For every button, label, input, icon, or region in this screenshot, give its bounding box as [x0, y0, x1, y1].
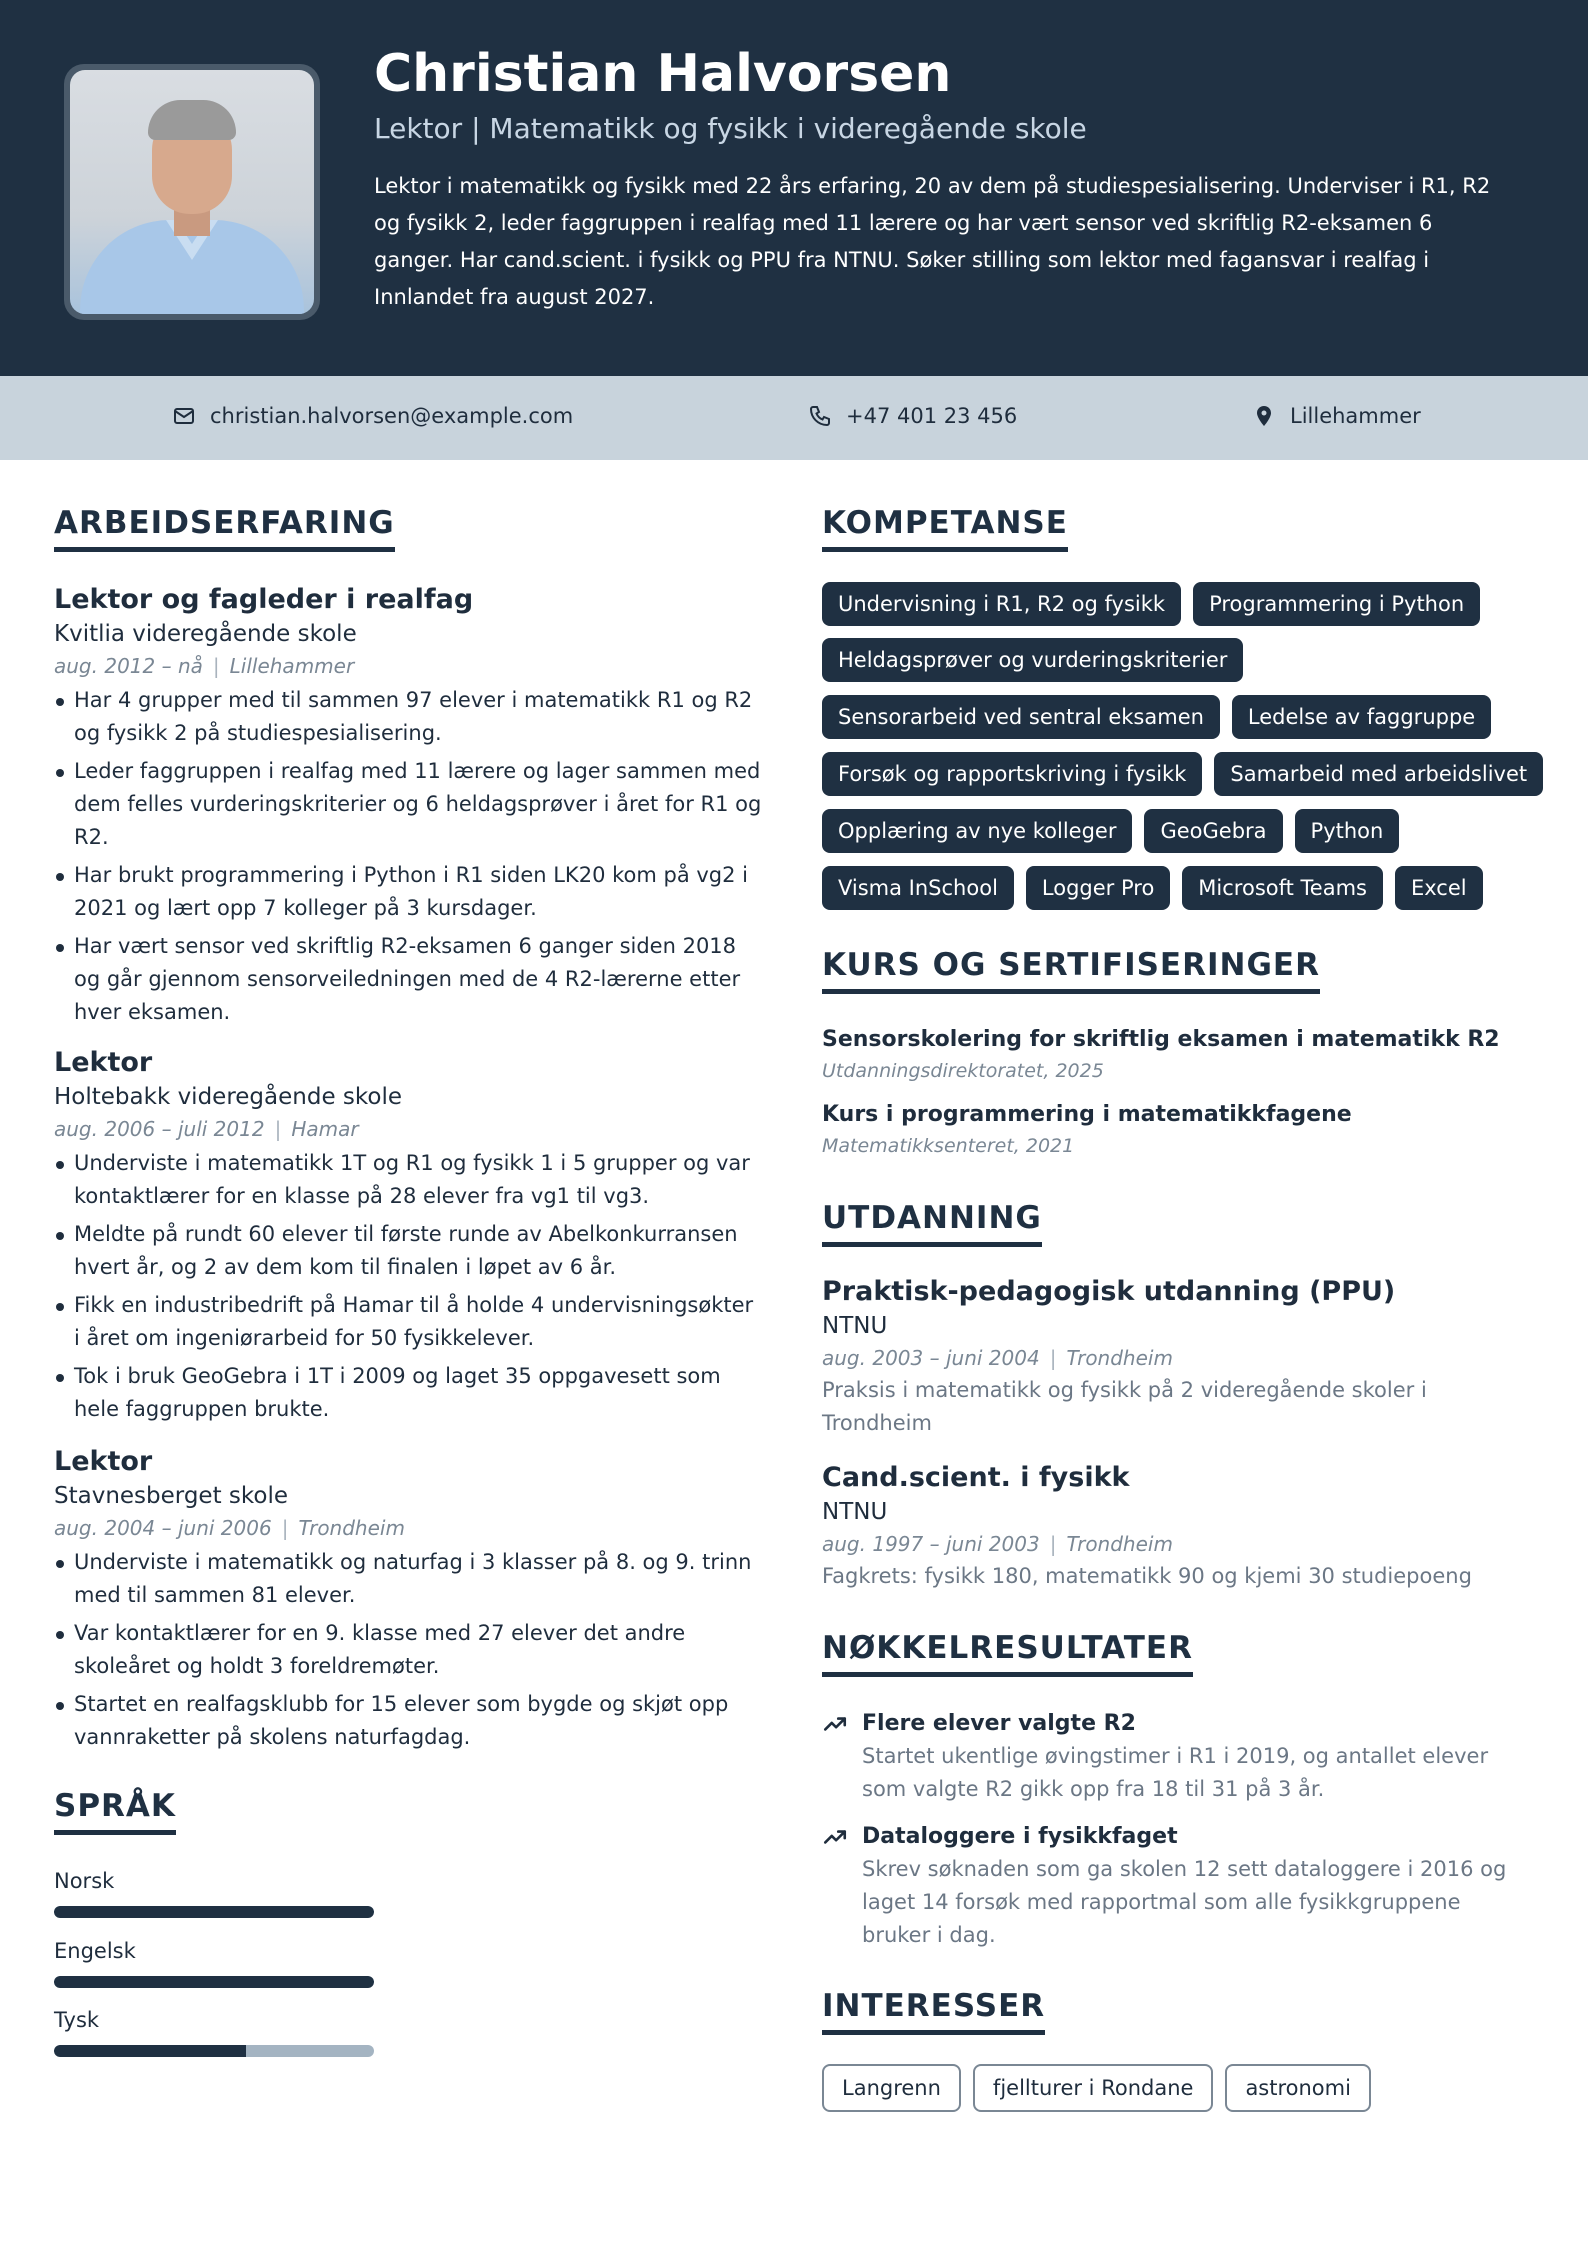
skill-tag: Ledelse av faggruppe	[1232, 695, 1491, 739]
education-description: Fagkrets: fysikk 180, matematikk 90 og kjemi 30 studiepoeng	[822, 1564, 1472, 1588]
skill-row	[822, 695, 1491, 739]
contact-bar	[0, 376, 1588, 460]
bullet-item: Startet en realfagsklubb for 15 elever som bygde og skjøt opp vannraketter på skolens naturfagdag.	[54, 1688, 764, 1754]
profile-photo	[64, 64, 320, 320]
interest-tag: astronomi	[1225, 2064, 1371, 2112]
mail-icon	[172, 404, 196, 428]
bullet-item: Meldte på rundt 60 elever til første runde av Abelkonkurransen hvert år, og 2 av dem kom til finalen i løpet av 6 år.	[54, 1218, 764, 1284]
education-item	[822, 1274, 1522, 1440]
trending-up-icon	[822, 1711, 848, 1737]
education-title: Praktisk-pedagogisk utdanning (PPU)	[822, 1276, 1396, 1307]
language-level-bar	[54, 1976, 374, 1988]
skill-tag: Sensorarbeid ved sentral eksamen	[822, 695, 1220, 739]
person-name: Christian Halvorsen	[374, 44, 952, 104]
language-item	[54, 2005, 374, 2057]
skill-tag: Microsoft Teams	[1182, 866, 1383, 910]
skill-tag: Samarbeid med arbeidslivet	[1214, 752, 1543, 796]
bullet-item: Leder faggruppen i realfag med 11 lærere og lager sammen med dem felles vurderingskriterier og 6 heldagsprøver i året for R1 og R2.	[54, 755, 764, 854]
job-place: Hamar	[291, 1117, 359, 1141]
course-title: Sensorskolering for skriftlig eksamen i matematikk R2	[822, 1027, 1500, 1052]
language-level-fill	[54, 1976, 374, 1988]
job-meta: aug. 2004 – juni 2006 | Trondheim	[54, 1516, 405, 1540]
job-bullets	[54, 1546, 764, 1754]
header	[0, 0, 1588, 376]
contact-location	[1252, 404, 1421, 428]
job-title: Lektor	[54, 1446, 153, 1477]
result-title: Flere elever valgte R2	[862, 1711, 1136, 1736]
job-company: Kvitlia videregående skole	[54, 621, 357, 647]
phone-text: +47 401 23 456	[846, 404, 1018, 428]
interest-tag: Langrenn	[822, 2064, 961, 2112]
headline: Lektor | Matematikk og fysikk i videregående skole	[374, 112, 1087, 145]
trending-up-icon	[822, 1824, 848, 1850]
education-school: NTNU	[822, 1499, 888, 1525]
education-item	[822, 1460, 1522, 1593]
language-name: Norsk	[54, 1869, 115, 1893]
bullet-item: Underviste i matematikk 1T og R1 og fysikk 1 i 5 grupper og var kontaktlærer for en klasse på 28 elever fra vg1 til vg3.	[54, 1147, 764, 1213]
result-description: Skrev søknaden som ga skolen 12 sett dataloggere i 2016 og laget 14 forsøk med rapportmal som alle fysikkgruppene bruker i dag.	[862, 1857, 1507, 1947]
contact-phone[interactable]	[808, 404, 1017, 428]
interests-list	[822, 2064, 1371, 2112]
location-text: Lillehammer	[1290, 404, 1421, 428]
education-period: aug. 1997 – juni 2003	[822, 1532, 1040, 1556]
profile-summary: Lektor i matematikk og fysikk med 22 års erfaring, 20 av dem på studiespesialisering. Underviser i R1, R2 og fysikk 2, leder faggruppen i realfag med 11 lærere og har vært sensor ved skriftlig R2-eksamen 6 ganger. Har cand.scient. i fysikk og PPU fra NTNU. Søker stilling som lektor med fagansvar i realfag i Innlandet fra august 2027.	[374, 174, 1491, 309]
education-description: Praksis i matematikk og fysikk på 2 videregående skoler i Trondheim	[822, 1378, 1427, 1435]
language-name: Tysk	[54, 2008, 100, 2032]
course-meta: Utdanningsdirektoratet, 2025	[822, 1060, 1104, 1082]
skill-tag: Excel	[1395, 866, 1483, 910]
skill-tag: Opplæring av nye kolleger	[822, 809, 1132, 853]
education-title: Cand.scient. i fysikk	[822, 1462, 1130, 1493]
section-title-results: NØKKELRESULTATER	[822, 1630, 1193, 1677]
job-title: Lektor	[54, 1047, 153, 1078]
job-period: aug. 2004 – juni 2006	[54, 1516, 272, 1540]
result-item	[822, 1708, 1522, 1806]
job-entry	[54, 1045, 764, 1431]
bullet-item: Har brukt programmering i Python i R1 siden LK20 kom på vg2 i 2021 og lært opp 7 kolleger på 3 kursdager.	[54, 859, 764, 925]
language-name: Engelsk	[54, 1939, 136, 1963]
skill-row	[822, 866, 1483, 910]
section-title-interests: INTERESSER	[822, 1988, 1045, 2035]
skill-tag: Python	[1295, 809, 1400, 853]
skill-tag: Logger Pro	[1026, 866, 1170, 910]
job-place: Trondheim	[298, 1516, 405, 1540]
email-text: christian.halvorsen@example.com	[210, 404, 574, 428]
job-company: Stavnesberget skole	[54, 1483, 289, 1509]
bullet-item: Tok i bruk GeoGebra i 1T i 2009 og laget 35 oppgavesett som hele faggruppen brukte.	[54, 1360, 764, 1426]
language-level-fill	[54, 1906, 374, 1918]
job-entry	[54, 582, 764, 1034]
bullet-item: Var kontaktlærer for en 9. klasse med 27 elever det andre skoleåret og holdt 3 foreldremøter.	[54, 1617, 764, 1683]
education-meta: aug. 1997 – juni 2003 | Trondheim	[822, 1532, 1173, 1556]
education-period: aug. 2003 – juni 2004	[822, 1346, 1040, 1370]
job-entry	[54, 1444, 764, 1759]
section-title-experience: ARBEIDSERFARING	[54, 505, 395, 552]
job-period: aug. 2006 – juli 2012	[54, 1117, 265, 1141]
course-title: Kurs i programmering i matematikkfagene	[822, 1102, 1352, 1127]
skill-row	[822, 809, 1399, 853]
course-item	[822, 1099, 1522, 1161]
education-school: NTNU	[822, 1313, 888, 1339]
section-title-courses: KURS OG SERTIFISERINGER	[822, 947, 1320, 994]
skill-row	[822, 638, 1243, 682]
skill-row	[822, 582, 1480, 626]
result-item	[822, 1821, 1522, 1952]
skill-tag: GeoGebra	[1144, 809, 1282, 853]
education-place: Trondheim	[1066, 1346, 1173, 1370]
language-item	[54, 1866, 374, 1918]
job-meta: aug. 2012 – nå | Lillehammer	[54, 654, 355, 678]
language-level-fill	[54, 2045, 246, 2057]
section-title-languages: SPRÅK	[54, 1788, 176, 1835]
language-item	[54, 1936, 374, 1988]
skill-tag: Programmering i Python	[1193, 582, 1480, 626]
job-company: Holtebakk videregående skole	[54, 1084, 402, 1110]
contact-email[interactable]	[172, 404, 573, 428]
job-meta: aug. 2006 – juli 2012 | Hamar	[54, 1117, 359, 1141]
language-level-bar	[54, 2045, 374, 2057]
section-title-skills: KOMPETANSE	[822, 505, 1068, 552]
section-title-education: UTDANNING	[822, 1200, 1042, 1247]
location-pin-icon	[1252, 404, 1276, 428]
bullet-item: Underviste i matematikk og naturfag i 3 klasser på 8. og 9. trinn med til sammen 81 elever.	[54, 1546, 764, 1612]
bullet-item: Fikk en industribedrift på Hamar til å holde 4 undervisningsøkter i året om ingeniørarbeid for 50 fysikkelever.	[54, 1289, 764, 1355]
bullet-item: Har 4 grupper med til sammen 97 elever i matematikk R1 og R2 og fysikk 2 på studiespesialisering.	[54, 684, 764, 750]
course-item	[822, 1024, 1522, 1086]
skill-tag: Undervisning i R1, R2 og fysikk	[822, 582, 1181, 626]
job-place: Lillehammer	[229, 654, 355, 678]
phone-icon	[808, 404, 832, 428]
job-bullets	[54, 1147, 764, 1426]
course-meta: Matematikksenteret, 2021	[822, 1135, 1075, 1157]
education-meta: aug. 2003 – juni 2004 | Trondheim	[822, 1346, 1173, 1370]
job-bullets	[54, 684, 764, 1029]
education-place: Trondheim	[1066, 1532, 1173, 1556]
interest-tag: fjellturer i Rondane	[973, 2064, 1214, 2112]
job-title: Lektor og fagleder i realfag	[54, 584, 474, 615]
job-period: aug. 2012 – nå	[54, 654, 203, 678]
bullet-item: Har vært sensor ved skriftlig R2-eksamen 6 ganger siden 2018 og går gjennom sensorveiledningen med de 4 R2-lærerne etter hver eksamen.	[54, 930, 764, 1029]
result-description: Startet ukentlige øvingstimer i R1 i 2019, og antallet elever som valgte R2 gikk opp fra 18 til 31 på 3 år.	[862, 1744, 1489, 1801]
skill-tag: Heldagsprøver og vurderingskriterier	[822, 638, 1243, 682]
skill-tag: Visma InSchool	[822, 866, 1014, 910]
skill-row	[822, 752, 1543, 796]
language-level-bar	[54, 1906, 374, 1918]
result-title: Dataloggere i fysikkfaget	[862, 1824, 1178, 1849]
skill-tag: Forsøk og rapportskriving i fysikk	[822, 752, 1202, 796]
